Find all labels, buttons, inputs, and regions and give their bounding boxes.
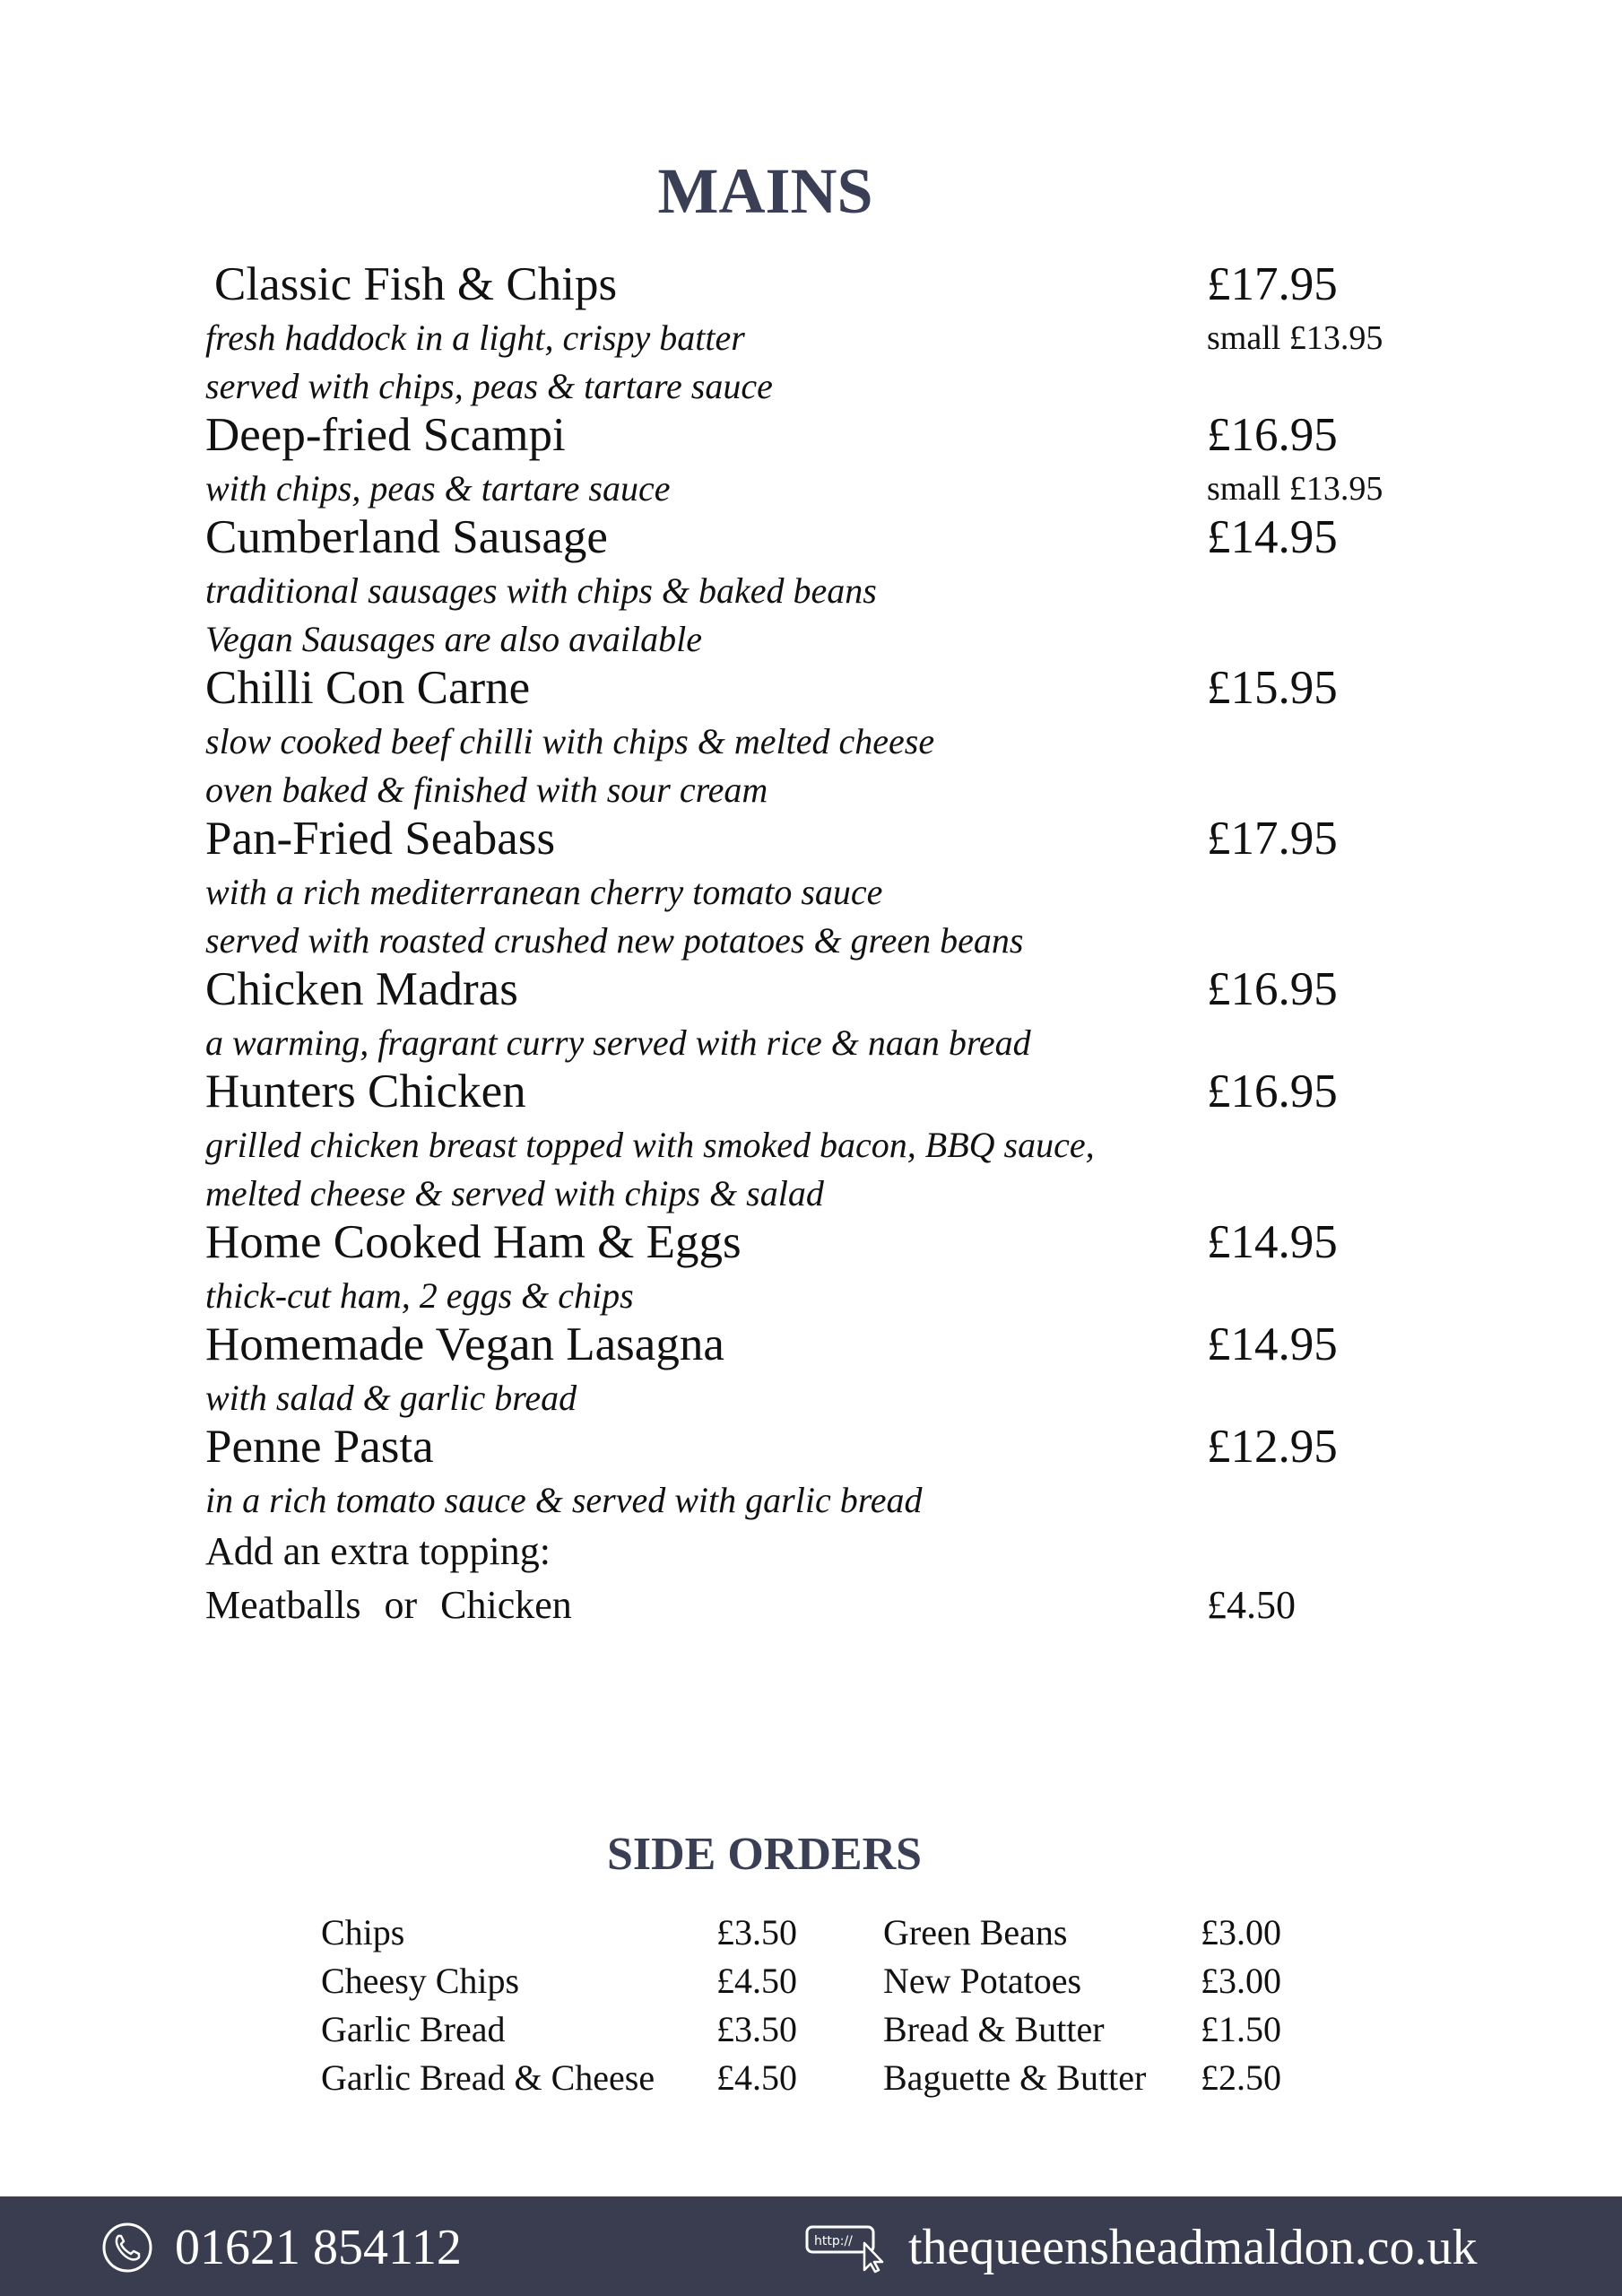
extra-topping-options-row [205, 1578, 1461, 1632]
web-icon-text: http:// [814, 2234, 853, 2248]
footer-bar [0, 2196, 1622, 2296]
dish-name: Home Cooked Ham & Eggs [205, 1216, 742, 1268]
side-order-row [0, 1909, 1622, 1957]
dish-name: Classic Fish & Chips [214, 258, 618, 310]
side-name: Green Beans [883, 1912, 1068, 1952]
menu-item [205, 260, 1461, 411]
side-name: Garlic Bread [321, 2009, 506, 2049]
dish-description: thick-cut ham, 2 eggs & chips [205, 1275, 634, 1316]
side-name: Bread & Butter [883, 2009, 1105, 2049]
side-name: Baguette & Butter [883, 2057, 1147, 2098]
extra-topping-label-row [205, 1525, 1461, 1578]
dish-description: fresh haddock in a light, crispy batter [205, 317, 745, 358]
dish-description: served with chips, peas & tartare sauce [205, 366, 773, 406]
side-price: £4.50 [716, 2057, 797, 2098]
menu-item [205, 965, 1461, 1067]
phone-icon [101, 2222, 153, 2274]
dish-price: £16.95 [1207, 409, 1338, 461]
dish-description-line [205, 1170, 1461, 1218]
side-orders-title: SIDE ORDERS [606, 1829, 923, 1880]
side-name: New Potatoes [883, 1961, 1082, 2001]
small-portion-price: small £13.95 [1207, 470, 1383, 508]
side-name: Chips [321, 1912, 405, 1952]
dish-description-line [205, 1121, 1461, 1170]
dish-name: Pan-Fried Seabass [205, 813, 556, 865]
website-link[interactable]: thequeensheadmaldon.co.uk [908, 2220, 1478, 2275]
side-order-row [0, 2054, 1622, 2102]
phone-number[interactable]: 01621 854112 [175, 2220, 462, 2275]
dish-price: £14.95 [1207, 1216, 1338, 1268]
side-price: £4.50 [716, 1961, 797, 2001]
dish-description: oven baked & finished with sour cream [205, 770, 768, 810]
side-name: Garlic Bread & Cheese [321, 2057, 655, 2098]
dish-description-line [205, 868, 1461, 917]
dish-description: slow cooked beef chilli with chips & melted cheese [205, 721, 935, 761]
dish-name: Homemade Vegan Lasagna [205, 1318, 724, 1370]
dish-price: £14.95 [1207, 511, 1338, 563]
dish-description-line [205, 567, 1461, 615]
dish-description: traditional sausages with chips & baked beans [205, 570, 877, 611]
extra-topping-options [205, 1578, 572, 1632]
side-price: £3.00 [1201, 1912, 1281, 1952]
menu-item-header [205, 260, 1461, 309]
menu-item [205, 1320, 1461, 1422]
dish-description: Vegan Sausages are also available [205, 619, 703, 659]
page-title: MAINS [657, 155, 873, 227]
menu-item [205, 814, 1461, 965]
menu-item [205, 664, 1461, 814]
dish-name: Cumberland Sausage [205, 511, 608, 563]
menu-item [205, 513, 1461, 664]
dish-description: with salad & garlic bread [205, 1378, 577, 1418]
dish-description-line [205, 465, 1461, 513]
menu-item-header [205, 965, 1461, 1013]
side-price: £1.50 [1201, 2009, 1281, 2049]
dish-price: £12.95 [1207, 1421, 1338, 1473]
dish-description: melted cheese & served with chips & salad [205, 1173, 824, 1213]
dish-description-line [205, 1374, 1461, 1422]
dish-name: Chilli Con Carne [205, 662, 531, 714]
side-name: Cheesy Chips [321, 1961, 520, 2001]
menu-item-header [205, 1067, 1461, 1116]
extra-topping-option: Meatballs [205, 1583, 361, 1627]
dish-name: Hunters Chicken [205, 1065, 526, 1118]
dish-name: Penne Pasta [205, 1421, 434, 1473]
side-order-row [0, 1957, 1622, 2005]
dish-price: £15.95 [1207, 662, 1338, 714]
side-price: £3.00 [1201, 1961, 1281, 2001]
extra-topping-label: Add an extra topping: [205, 1529, 551, 1573]
dish-description: with chips, peas & tartare sauce [205, 468, 671, 509]
dish-description-line [205, 1476, 1461, 1525]
menu-item-header [205, 411, 1461, 459]
menu-item-header [205, 1218, 1461, 1266]
extra-topping-price: £4.50 [1207, 1583, 1296, 1627]
dish-name: Chicken Madras [205, 963, 518, 1015]
side-price: £3.50 [716, 1912, 797, 1952]
menu-item [205, 1422, 1461, 1525]
mains-list [205, 260, 1461, 1632]
dish-description-line [205, 718, 1461, 766]
dish-description-line [205, 314, 1461, 362]
side-price: £3.50 [716, 2009, 797, 2049]
small-portion-price: small £13.95 [1207, 319, 1383, 357]
dish-price: £17.95 [1207, 813, 1338, 865]
menu-item [205, 411, 1461, 513]
dish-description: a warming, fragrant curry served with rice & naan bread [205, 1022, 1031, 1063]
menu-item-header [205, 664, 1461, 712]
menu-item [205, 1218, 1461, 1320]
side-price: £2.50 [1201, 2057, 1281, 2098]
dish-price: £17.95 [1207, 258, 1338, 310]
side-orders-list [0, 1909, 1622, 2102]
dish-description-line [205, 1272, 1461, 1320]
menu-item [205, 1067, 1461, 1218]
dish-price: £14.95 [1207, 1318, 1338, 1370]
dish-name: Deep-fried Scampi [205, 409, 566, 461]
dish-description-line [205, 917, 1461, 965]
menu-item-header [205, 1422, 1461, 1471]
dish-description: with a rich mediterranean cherry tomato sauce [205, 872, 883, 912]
dish-description: grilled chicken breast topped with smoked bacon, BBQ sauce, [205, 1125, 1095, 1165]
side-order-row [0, 2005, 1622, 2054]
extra-topping-or: or [384, 1583, 418, 1627]
web-cursor-icon [805, 2222, 890, 2274]
dish-description: in a rich tomato sauce & served with garlic bread [205, 1480, 923, 1520]
dish-description: served with roasted crushed new potatoes & green beans [205, 920, 1024, 961]
dish-description-line [205, 615, 1461, 664]
dish-price: £16.95 [1207, 1065, 1338, 1118]
menu-item-header [205, 1320, 1461, 1369]
menu-item-header [205, 513, 1461, 561]
dish-description-line [205, 362, 1461, 411]
dish-description-line [205, 766, 1461, 814]
extra-topping-option: Chicken [440, 1583, 572, 1627]
menu-item-header [205, 814, 1461, 863]
dish-price: £16.95 [1207, 963, 1338, 1015]
dish-description-line [205, 1019, 1461, 1067]
